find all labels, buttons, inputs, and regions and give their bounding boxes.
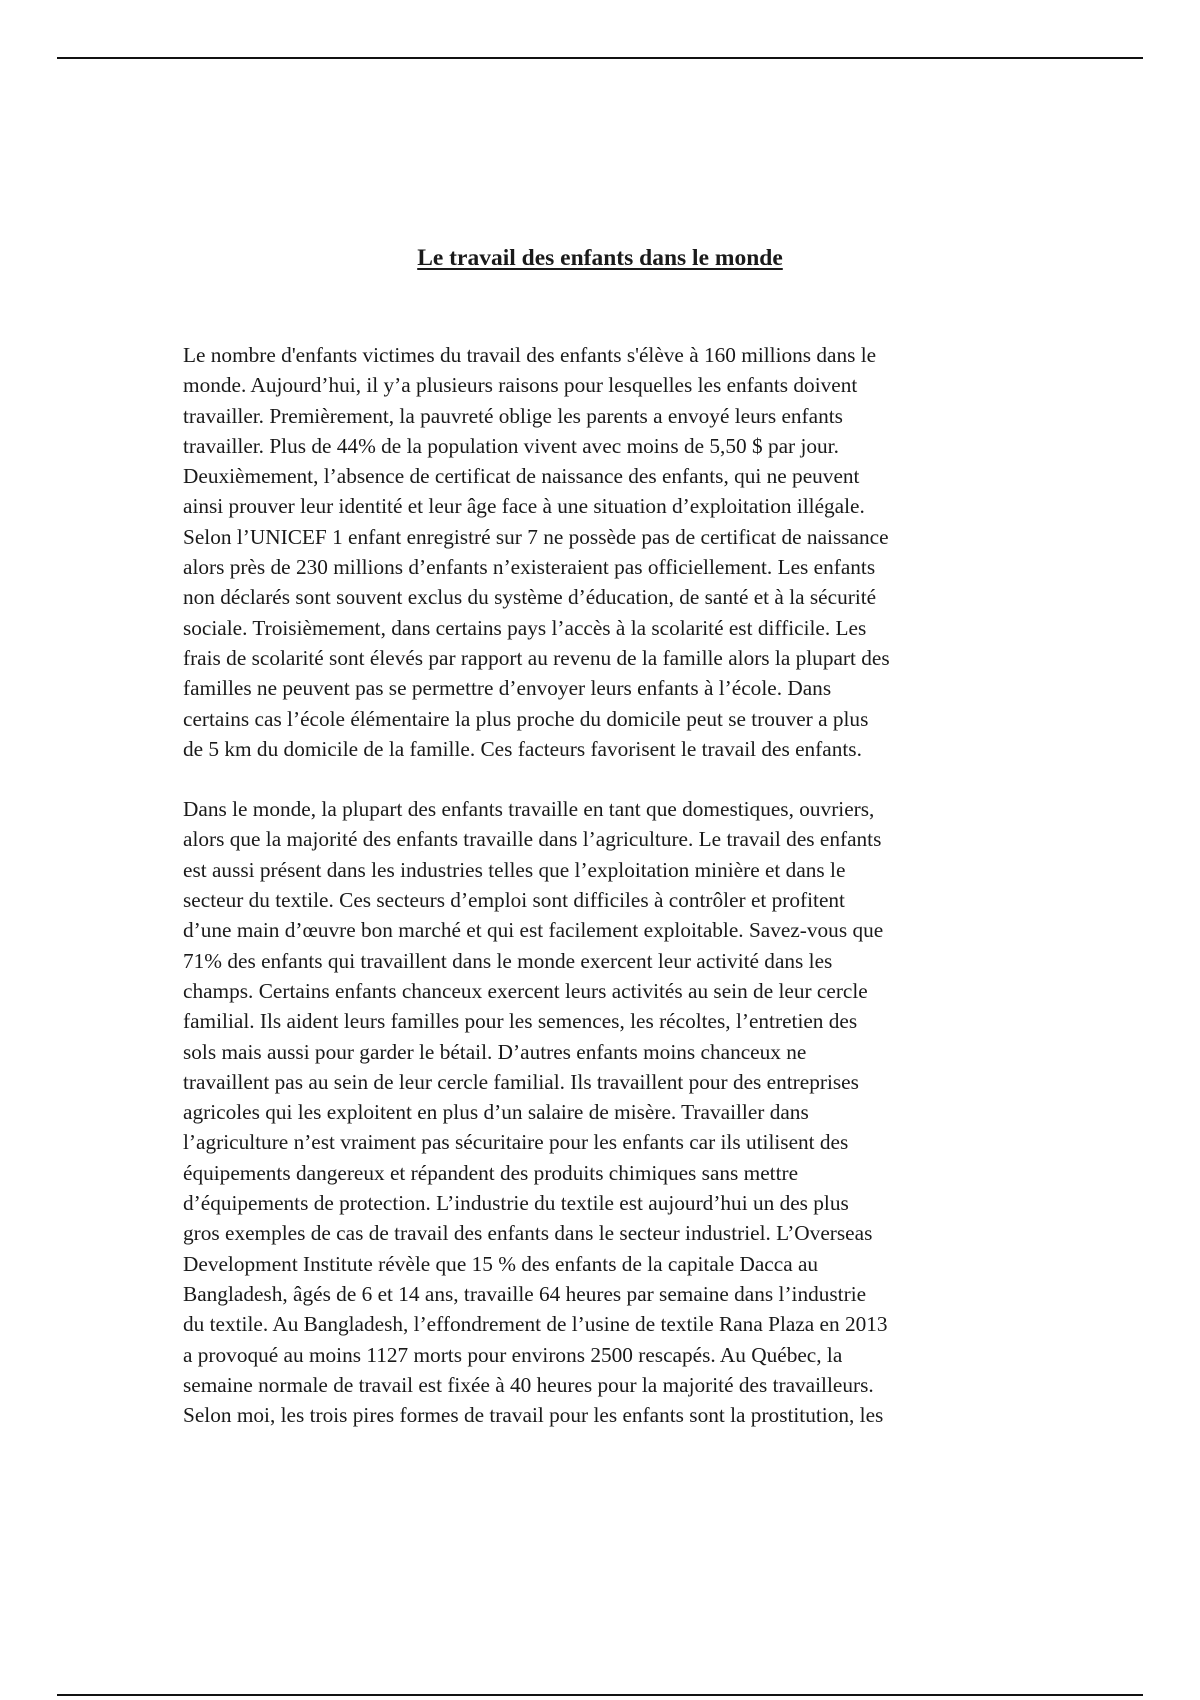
text-line: champs. Certains enfants chanceux exercent leurs activités au sein de leur cercle xyxy=(183,978,868,1003)
page-title-text: Le travail des enfants dans le monde xyxy=(417,245,783,271)
text-line: a provoqué au moins 1127 morts pour environs 2500 rescapés. Au Québec, la xyxy=(183,1342,843,1367)
text-line: Dans le monde, la plupart des enfants travaille en tant que domestiques, ouvriers, xyxy=(183,797,875,822)
text-line: ainsi prouver leur identité et leur âge face à une situation d’exploitation illégale. xyxy=(183,494,865,519)
text-line: non déclarés sont souvent exclus du système d’éducation, de santé et à la sécurité xyxy=(183,585,877,610)
text-line: familial. Ils aident leurs familles pour les semences, les récoltes, l’entretien des xyxy=(183,1009,858,1034)
text-line: Bangladesh, âgés de 6 et 14 ans, travaille 64 heures par semaine dans l’industrie xyxy=(183,1281,867,1306)
text-line: Selon moi, les trois pires formes de travail pour les enfants sont la prostitution, les xyxy=(183,1403,884,1428)
document-body xyxy=(183,340,1053,1430)
text-line: d’une main d’œuvre bon marché et qui est facilement exploitable. Savez-vous que xyxy=(183,918,884,943)
text-line: familles ne peuvent pas se permettre d’envoyer leurs enfants à l’école. Dans xyxy=(183,676,832,701)
text-line: certains cas l’école élémentaire la plus proche du domicile peut se trouver a plus xyxy=(183,706,869,731)
text-line: alors que la majorité des enfants travaille dans l’agriculture. Le travail des enfants xyxy=(183,827,882,852)
paragraph-2 xyxy=(183,794,1053,1430)
text-line: agricoles qui les exploitent en plus d’un salaire de misère. Travailler dans xyxy=(183,1100,809,1125)
text-line: du textile. Au Bangladesh, l’effondrement de l’usine de textile Rana Plaza en 2013 xyxy=(183,1312,888,1337)
text-line: Selon l’UNICEF 1 enfant enregistré sur 7 ne possède pas de certificat de naissance xyxy=(183,524,889,549)
text-line: travaillent pas au sein de leur cercle familial. Ils travaillent pour des entreprises xyxy=(183,1069,859,1094)
text-line: d’équipements de protection. L’industrie du textile est aujourd’hui un des plus xyxy=(183,1191,849,1216)
text-line: frais de scolarité sont élevés par rapport au revenu de la famille alors la plupart des xyxy=(183,645,890,670)
paragraph-1 xyxy=(183,340,1053,764)
text-line: Deuxièmement, l’absence de certificat de naissance des enfants, qui ne peuvent xyxy=(183,464,860,489)
text-line: Le nombre d'enfants victimes du travail des enfants s'élève à 160 millions dans le xyxy=(183,343,877,367)
text-line: Development Institute révèle que 15 % des enfants de la capitale Dacca au xyxy=(183,1251,819,1276)
footer-rule xyxy=(57,1694,1143,1696)
text-line: l’agriculture n’est vraiment pas sécuritaire pour les enfants car ils utilisent des xyxy=(183,1130,849,1155)
text-line: alors près de 230 millions d’enfants n’existeraient pas officiellement. Les enfants xyxy=(183,555,876,580)
text-line: semaine normale de travail est fixée à 40 heures pour la majorité des travailleurs. xyxy=(183,1372,874,1397)
text-line: gros exemples de cas de travail des enfants dans le secteur industriel. L’Overseas xyxy=(183,1221,873,1246)
text-line: est aussi présent dans les industries telles que l’exploitation minière et dans le xyxy=(183,857,846,882)
text-line: travailler. Premièrement, la pauvreté oblige les parents a envoyé leurs enfants xyxy=(183,403,843,428)
text-line: secteur du textile. Ces secteurs d’emploi sont difficiles à contrôler et profitent xyxy=(183,888,845,913)
text-line: équipements dangereux et répandent des produits chimiques sans mettre xyxy=(183,1160,799,1185)
text-line: monde. Aujourd’hui, il y’a plusieurs raisons pour lesquelles les enfants doivent xyxy=(183,373,858,398)
text-line: sols mais aussi pour garder le bétail. D’autres enfants moins chanceux ne xyxy=(183,1039,807,1064)
page-title xyxy=(0,244,1200,272)
text-line: 71% des enfants qui travaillent dans le monde exercent leur activité dans les xyxy=(183,948,833,973)
text-line: de 5 km du domicile de la famille. Ces facteurs favorisent le travail des enfants. xyxy=(183,736,862,761)
text-line: sociale. Troisièmement, dans certains pays l’accès à la scolarité est difficile. Les xyxy=(183,615,867,640)
header-rule xyxy=(57,57,1143,59)
text-line: travailler. Plus de 44% de la population vivent avec moins de 5,50 $ par jour. xyxy=(183,433,839,458)
